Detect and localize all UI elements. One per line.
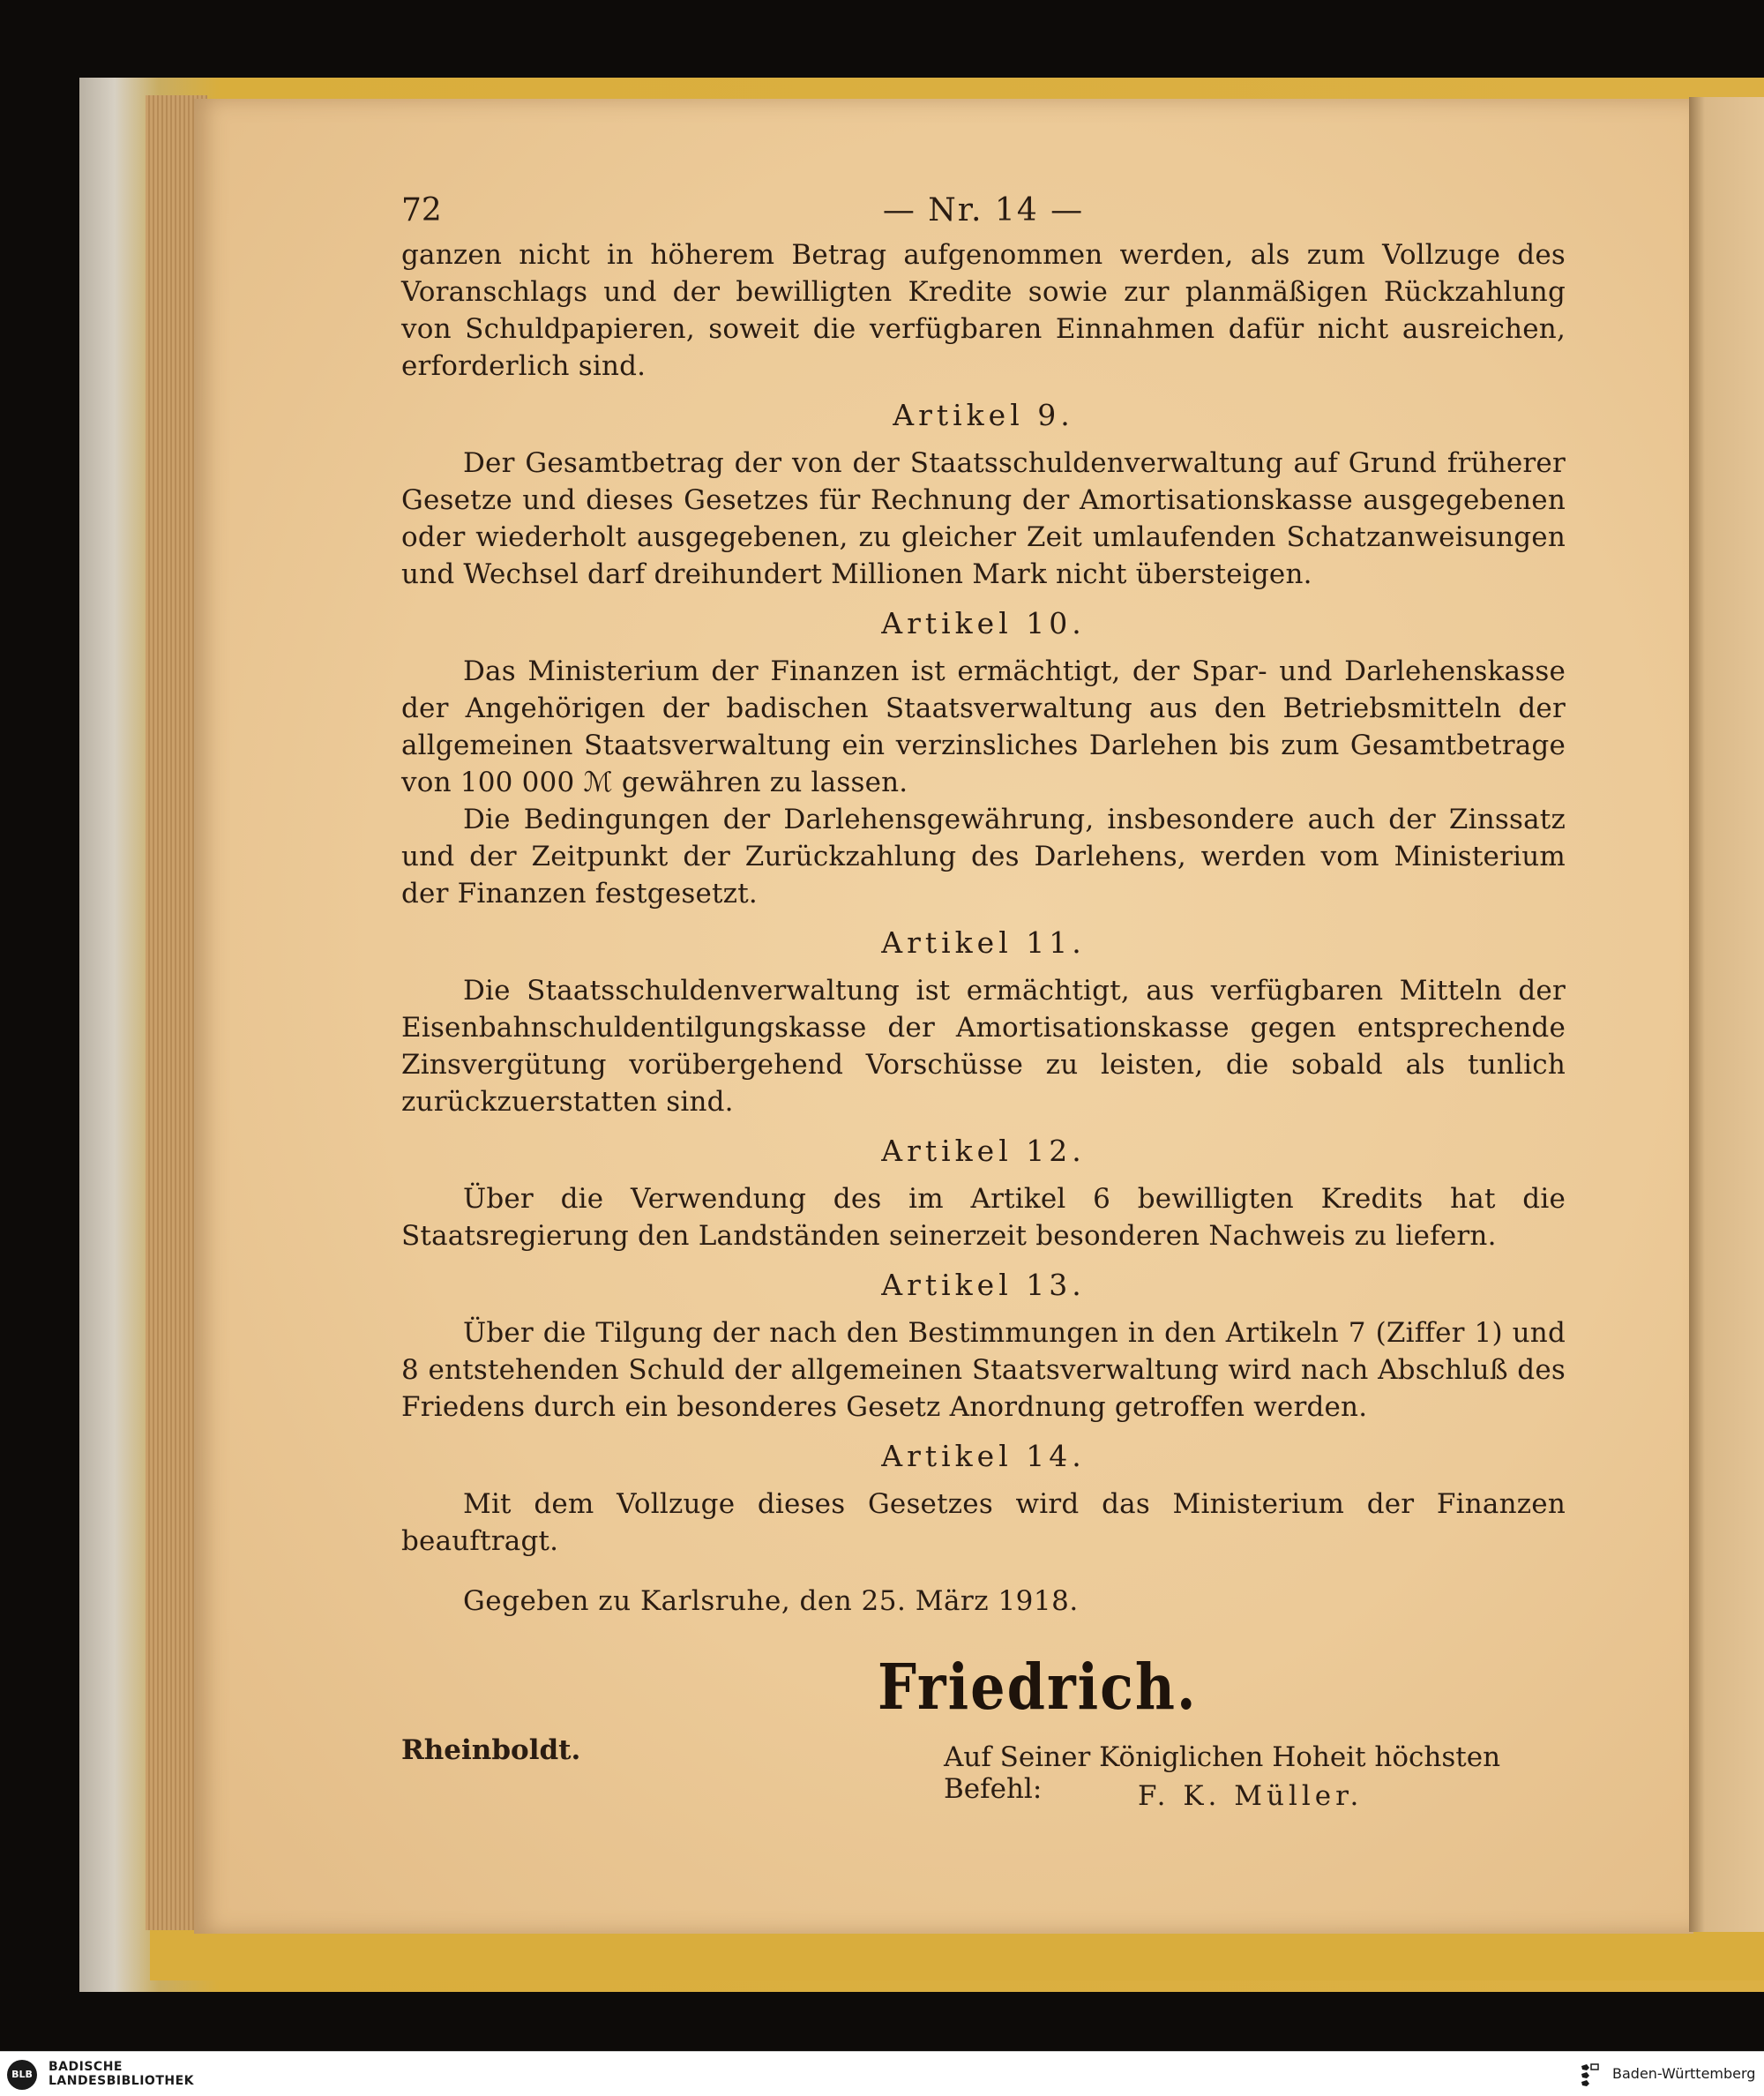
article-heading: Artikel 14.: [881, 1439, 1086, 1473]
viewer-footer: [0, 2051, 1764, 2096]
article-heading: Artikel 9.: [893, 398, 1074, 432]
state-name[interactable]: Baden-Württemberg: [1612, 2065, 1756, 2082]
given-at-date-line: Gegeben zu Karlsruhe, den 25. März 1918.: [463, 1585, 1079, 1617]
order-line: Auf Seiner Königlichen Hoheit höchsten Befehl:: [944, 1741, 1501, 1805]
facing-page-edge: [1689, 97, 1764, 1932]
article-paragraph: Die Staatsschuldenverwaltung ist ermächtigt, aus verfügbaren Mitteln der Eisenbahnschuldentilgungskasse der Amortisationskasse gegen entsprechende Zinsvergütung vorübergehend Vorschüsse zu leisten, die sobald als tunlich zurückzuerstatten sind.: [401, 975, 1566, 1118]
article-heading: Artikel 10.: [881, 606, 1086, 640]
article-12: [401, 1133, 1566, 1254]
blb-logo[interactable]: BLB: [7, 2060, 37, 2090]
book-cover-edge: [150, 1928, 1764, 1980]
library-name[interactable]: [49, 2060, 194, 2088]
intro-paragraph: ganzen nicht in höherem Betrag aufgenommen werden, als zum Vollzuge des Voranschlags und der bewilligten Kredite sowie zur planmäßigen Rückzahlung von Schuldpapieren, soweit die verfügbaren Einnahmen dafür nicht ausreichen, erforderlich sind.: [401, 239, 1566, 382]
article-paragraph: Der Gesamtbetrag der von der Staatsschuldenverwaltung auf Grund früherer Gesetze und dieses Gesetzes für Rechnung der Amortisationskasse ausgegebenen oder wiederholt ausgegebenen, zu gleicher Zeit umlaufenden Schatzanweisungen und Wechsel darf dreihundert Millionen Mark nicht übersteigen.: [401, 447, 1566, 590]
article-paragraph: Das Ministerium der Finanzen ist ermächtigt, der Spar- und Darlehenskasse der Angehörigen der badischen Staatsverwaltung aus den Betriebsmitteln der allgemeinen Staatsverwaltung ein verzinsliches Darlehen bis zum Gesamtbetrage von 100 000 ℳ gewähren zu lassen.: [401, 655, 1566, 798]
article-9: [401, 397, 1566, 593]
article-14: [401, 1438, 1566, 1560]
countersignature-right: F. K. Müller.: [1138, 1780, 1364, 1812]
article-heading: Artikel 12.: [881, 1134, 1086, 1168]
article-13: [401, 1267, 1566, 1426]
article-10: [401, 605, 1566, 912]
article-paragraph: Die Bedingungen der Darlehensgewährung, insbesondere auch der Zinssatz und der Zeitpunkt der Zurückzahlung des Darlehens, werden vom Ministerium der Finanzen festgesetzt.: [401, 804, 1566, 910]
signature-block: [401, 1650, 1566, 1858]
page-text: [401, 183, 1566, 1858]
article-paragraph: Über die Tilgung der nach den Bestimmungen in den Artikeln 7 (Ziffer 1) und 8 entstehenden Schuld der allgemeinen Staatsverwaltung wird nach Abschluß des Friedens durch ein besonderes Gesetz Anordnung getroffen werden.: [401, 1317, 1566, 1423]
article-heading: Artikel 13.: [881, 1268, 1086, 1302]
baden-wuerttemberg-lions-icon: [1579, 2062, 1602, 2087]
library-name-line1: BADISCHE: [49, 2060, 123, 2074]
running-head: [401, 183, 1566, 236]
article-heading: Artikel 11.: [881, 925, 1086, 960]
library-name-line2: LANDESBIBLIOTHEK: [49, 2074, 195, 2088]
article-paragraph: Mit dem Vollzuge dieses Gesetzes wird das Ministerium der Finanzen beauftragt.: [401, 1488, 1566, 1557]
page-number: 72: [401, 192, 442, 228]
sovereign-signature: Friedrich.: [878, 1650, 1198, 1725]
article-paragraph: Über die Verwendung des im Artikel 6 bewilligten Kredits hat die Staatsregierung den Landständen seinerzeit besonderen Nachweis zu liefern.: [401, 1183, 1566, 1252]
article-11: [401, 924, 1566, 1120]
countersignature-left: Rheinboldt.: [401, 1734, 581, 1766]
issue-number: — Nr. 14 —: [882, 192, 1085, 228]
